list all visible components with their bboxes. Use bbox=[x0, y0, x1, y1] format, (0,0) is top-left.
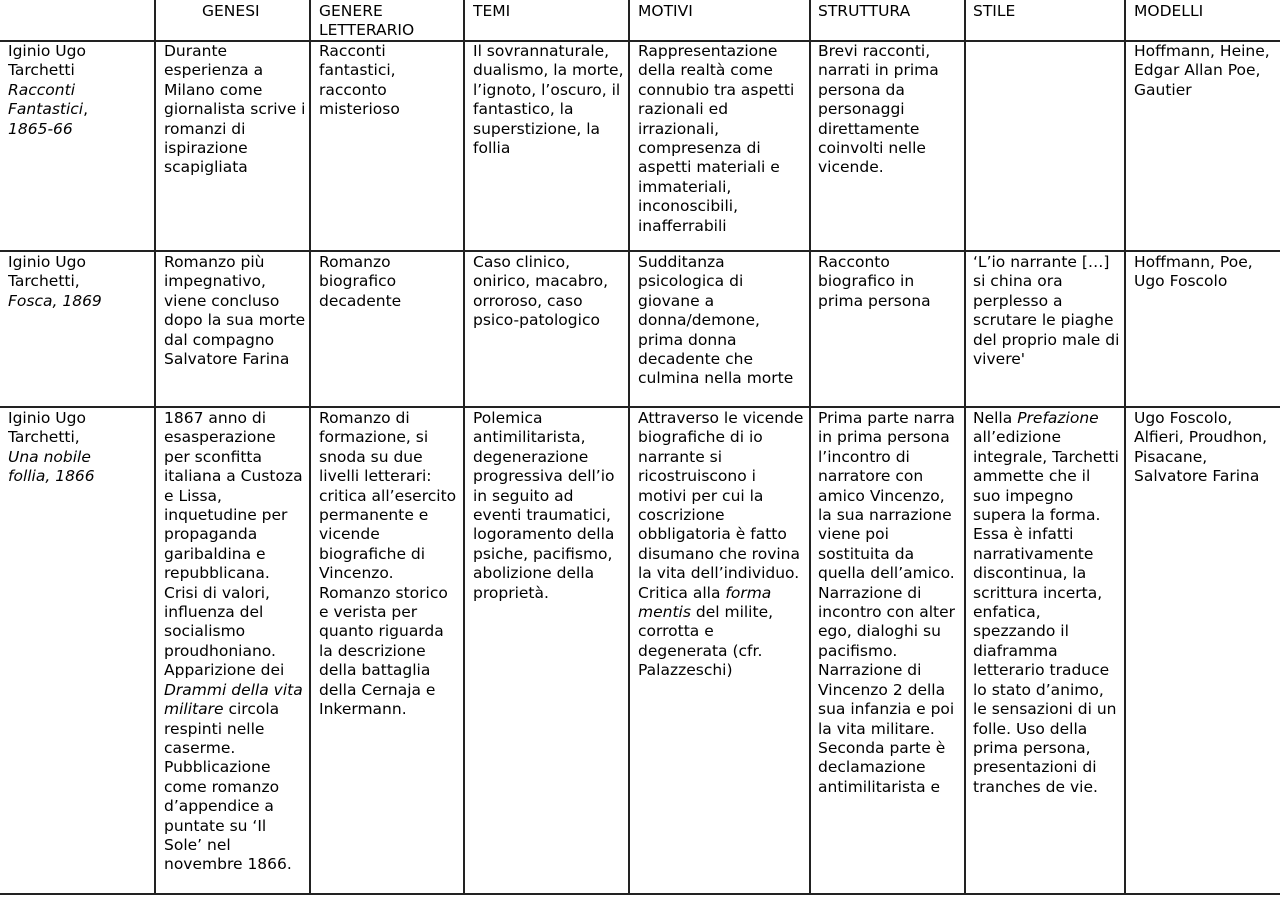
row2-author-line2: Tarchetti, bbox=[8, 272, 80, 291]
header-genere-line1: GENERE bbox=[319, 2, 383, 20]
row3-genesi-title: Drammi della vita militare bbox=[164, 680, 303, 719]
row2-temi: Caso clinico, onirico, macabro, orroroso, caso psico-patologico bbox=[473, 253, 609, 330]
row3-temi: Polemica antimilitarista, degenerazione progressiva dell’io in seguito ad eventi traumatici, logoramento della psiche, pacifismo, abolizione della proprietà. bbox=[473, 409, 615, 602]
row2-stile: ‘L’io narrante […] si china ora perplesso a scrutare le piaghe del proprio male di vivere' bbox=[973, 253, 1120, 369]
row3-struttura: Prima parte narra in prima persona l’incontro di narratore con amico Vincenzo, la sua narrazione viene poi sostituita da quella dell’amico. Narrazione di incontro con alter ego, dialoghi su pacifismo. Narrazione di Vincenzo 2 della sua infanzia e poi la vita militare. Seconda parte è declamazione antimilitarista e bbox=[818, 409, 956, 796]
row3-genesi bbox=[164, 409, 306, 891]
row3-genesi-part2: circola respinti nelle caserme. Pubblicazione come romanzo d’appendice a puntate su ‘Il Sole’ nel novembre 1866. bbox=[164, 700, 292, 874]
row2-struttura: Racconto biografico in prima persona bbox=[818, 253, 931, 310]
row1-motivi: Rappresentazione della realtà come connubio tra aspetti razionali ed irrazionali, compresenza di aspetti materiali e immateriali, inconoscibili, inafferrabili bbox=[638, 42, 795, 235]
row1-title-part2: Fantastici bbox=[8, 100, 84, 119]
row3-author-line2: Tarchetti, bbox=[8, 428, 80, 447]
row3-genesi-part1: 1867 anno di esasperazione per sconfitta italiana a Custoza e Lissa, inquetudine per propaganda garibaldina e repubblicana. Crisi di valori, influenza del socialismo proudhoniano. Apparizione dei bbox=[164, 409, 303, 680]
header-motivi: MOTIVI bbox=[638, 2, 693, 20]
row3-stile-part1: Nella bbox=[973, 409, 1013, 427]
row1-genere: Racconti fantastici, racconto misterioso bbox=[319, 42, 400, 119]
col-divider-3 bbox=[463, 0, 465, 895]
row2-title-line bbox=[8, 292, 150, 311]
header-genesi: GENESI bbox=[202, 2, 260, 20]
row1-title-line2 bbox=[8, 100, 150, 119]
row1-author-line1: Iginio Ugo bbox=[8, 42, 86, 60]
row1-title-line1 bbox=[8, 81, 150, 100]
row2-modelli: Hoffmann, Poe, Ugo Foscolo bbox=[1134, 253, 1253, 291]
row3-motivi bbox=[638, 409, 806, 891]
row3-stile bbox=[973, 409, 1120, 891]
row3-stile-italic: Prefazione bbox=[1017, 409, 1099, 427]
row2-work bbox=[8, 253, 150, 311]
header-temi: TEMI bbox=[473, 2, 511, 20]
row2-author-line1: Iginio Ugo bbox=[8, 253, 86, 271]
header-genere-line2: LETTERARIO bbox=[319, 21, 415, 40]
row3-title-line2 bbox=[8, 467, 150, 486]
row3-work bbox=[8, 409, 150, 487]
row1-title-part1: Racconti bbox=[8, 80, 76, 99]
col-divider-1 bbox=[154, 0, 156, 895]
col-divider-6 bbox=[964, 0, 966, 895]
row-divider-2 bbox=[0, 406, 1280, 408]
row3-title-part2: follia, 1866 bbox=[8, 467, 95, 486]
header-genere bbox=[319, 2, 461, 41]
row1-modelli: Hoffmann, Heine, Edgar Allan Poe, Gautier bbox=[1134, 42, 1270, 99]
row2-genere: Romanzo biografico decadente bbox=[319, 253, 402, 310]
header-modelli: MODELLI bbox=[1134, 2, 1204, 20]
row1-year: 1865-66 bbox=[8, 119, 73, 138]
header-struttura: STRUTTURA bbox=[818, 2, 911, 20]
row2-motivi: Sudditanza psicologica di giovane a donna/demone, prima donna decadente che culmina nella morte bbox=[638, 253, 794, 388]
row3-stile-part2: all’edizione integrale, Tarchetti ammette che il suo impegno supera la forma. Essa è infatti narrativamente discontinua, la scrittura incerta, enfatica, spezzando il diaframma letterario traduce lo stato d’animo, le sensazioni di un folle. Uso della prima persona, presentazioni di tranches de vie. bbox=[973, 428, 1119, 796]
row2-title: Fosca, 1869 bbox=[8, 291, 102, 310]
row2-genesi: Romanzo più impegnativo, viene concluso dopo la sua morte dal compagno Salvatore Farina bbox=[164, 253, 306, 369]
col-divider-7 bbox=[1124, 0, 1126, 895]
row1-work bbox=[8, 42, 150, 139]
col-divider-4 bbox=[628, 0, 630, 895]
row1-struttura: Brevi racconti, narrati in prima persona da personaggi direttamente coinvolti nelle vicende. bbox=[818, 42, 939, 177]
row3-motivi-part2: del milite, corrotta e degenerata (cfr. Palazzeschi) bbox=[638, 603, 774, 680]
header-stile: STILE bbox=[973, 2, 1016, 20]
row3-motivi-part1: Attraverso le vicende biografiche di io narrante si ricostruiscono i motivi per cui la coscrizione obbligatoria è fatto disumano che rovina la vita dell’individuo. Critica alla bbox=[638, 409, 804, 602]
row1-temi: Il sovrannaturale, dualismo, la morte, l’ignoto, l’oscuro, il fantastico, la superstizione, la follia bbox=[473, 42, 624, 158]
row3-genere: Romanzo di formazione, si snoda su due livelli letterari: critica all’esercito permanente e vicende biografiche di Vincenzo. Romanzo storico e verista per quanto riguarda la descrizione della battaglia della Cernaja e Inkermann. bbox=[319, 409, 457, 719]
col-divider-2 bbox=[309, 0, 311, 895]
row1-title-separator: , bbox=[83, 100, 89, 119]
row3-author-line1: Iginio Ugo bbox=[8, 409, 86, 427]
row-divider-bottom bbox=[0, 893, 1280, 895]
row-divider-1 bbox=[0, 250, 1280, 252]
row3-title-part1: Una nobile bbox=[8, 447, 91, 466]
row1-genesi: Durante esperienza a Milano come giornalista scrive i romanzi di ispirazione scapigliata bbox=[164, 42, 306, 177]
row3-motivi-italic: forma mentis bbox=[638, 583, 772, 622]
row3-title-line1 bbox=[8, 448, 150, 467]
col-divider-5 bbox=[809, 0, 811, 895]
row3-modelli: Ugo Foscolo, Alfieri, Proudhon, Pisacane, Salvatore Farina bbox=[1134, 409, 1268, 486]
row1-author-line2: Tarchetti bbox=[8, 61, 75, 80]
row1-year-line bbox=[8, 120, 150, 139]
